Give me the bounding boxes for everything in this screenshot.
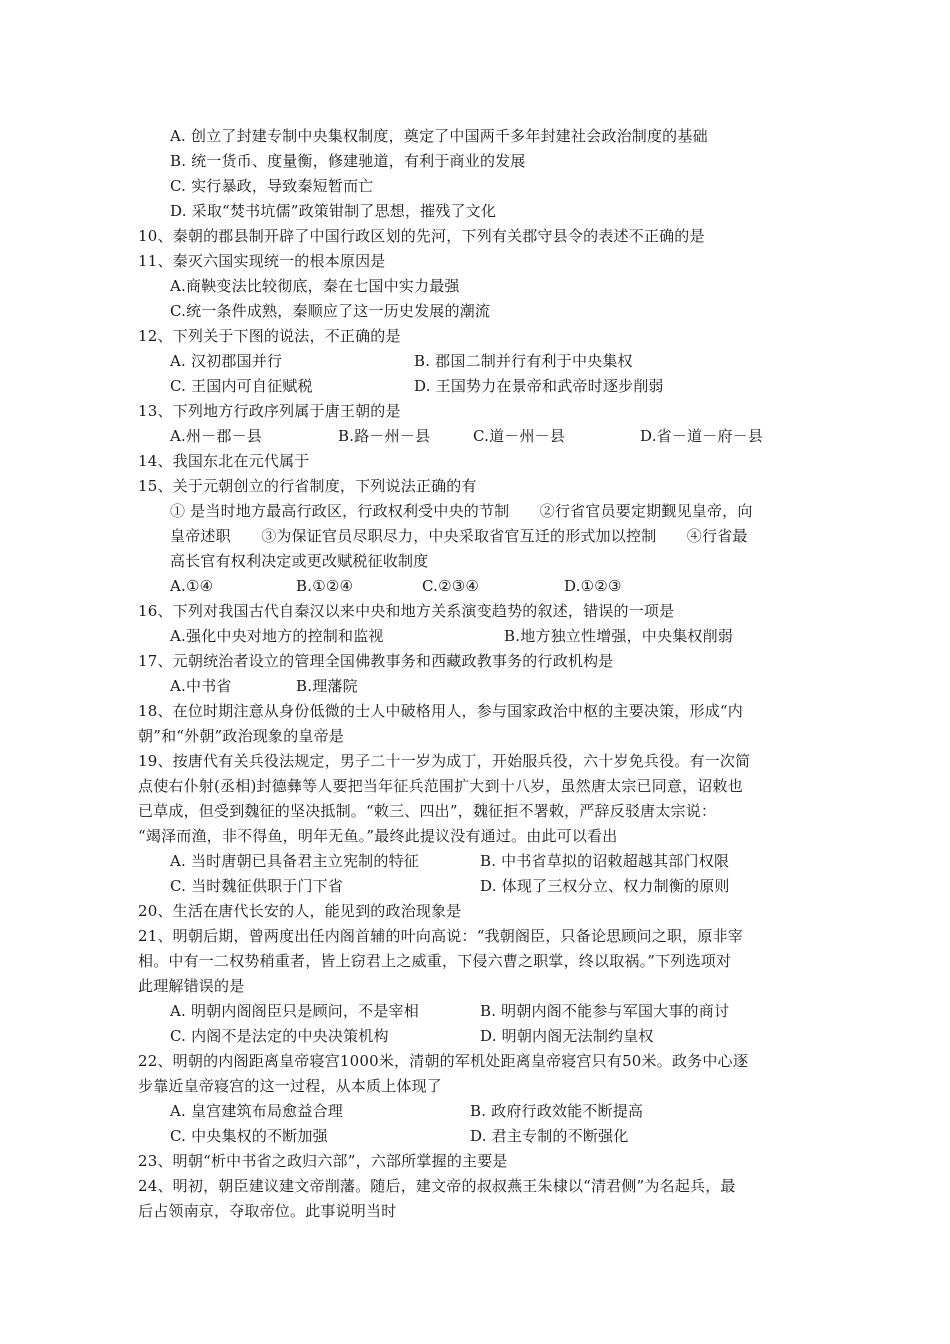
question-10: 10、秦朝的郡县制开辟了中国行政区划的先河，下列有关郡守县令的表述不正确的是 <box>138 227 705 245</box>
question-15: 15、关于元朝创立的行省制度，下列说法正确的有 <box>138 477 477 495</box>
q16-option-a: A.强化中央对地方的控制和监视 <box>170 627 384 645</box>
q15-option-c: C.②③④ <box>422 577 480 595</box>
question-21-line-1: 21、明朝后期，曾两度出任内阁首辅的叶向高说：“我朝阁臣，只备论思顾问之职，原非宰 <box>138 927 743 945</box>
question-20: 20、生活在唐代长安的人，能见到的政治现象是 <box>138 902 462 920</box>
q9-option-b: B. 统一货币、度量衡，修建驰道，有利于商业的发展 <box>170 152 526 170</box>
q13-option-a: A.州－郡－县 <box>170 427 263 445</box>
q9-option-d: D. 采取“焚书坑儒”政策钳制了思想，摧残了文化 <box>170 202 497 220</box>
q15-option-d: D.①②③ <box>564 577 622 595</box>
q16-option-b: B.地方独立性增强，中央集权削弱 <box>504 627 733 645</box>
question-22-line-1: 22、明朝的内阁距离皇帝寝宫1000米，清朝的军机处距离皇帝寝宫只有50米。政务中心逐 <box>138 1052 748 1070</box>
question-18-line-1: 18、在位时期注意从身份低微的士人中破格用人，参与国家政治中枢的主要决策，形成“内 <box>138 702 743 720</box>
q22-option-b: B. 政府行政效能不断提高 <box>470 1102 644 1120</box>
question-24-line-2: 后占领南京，夺取帝位。此事说明当时 <box>138 1202 397 1220</box>
q22-option-d: D. 君主专制的不断强化 <box>470 1127 629 1145</box>
q13-option-d: D.省－道－府－县 <box>640 427 764 445</box>
q9-option-a: A. 创立了封建专制中央集权制度，奠定了中国两千多年封建社会政治制度的基础 <box>170 127 708 145</box>
q21-option-c: C. 内阁不是法定的中央决策机构 <box>170 1027 389 1045</box>
q19-option-d: D. 体现了三权分立、权力制衡的原则 <box>480 877 730 895</box>
q21-option-b: B. 明朝内阁不能参与军国大事的商讨 <box>480 1002 730 1020</box>
question-14: 14、我国东北在元代属于 <box>138 452 310 470</box>
question-17: 17、元朝统治者设立的管理全国佛教事务和西藏政教事务的行政机构是 <box>138 652 614 670</box>
question-19-line-2: 点使右仆射(丞相)封德彝等人要把当年征兵范围扩大到十八岁，虽然唐太宗已同意，诏敕也 <box>138 777 743 795</box>
q13-option-b: B.路－州－县 <box>338 427 431 445</box>
q22-option-c: C. 中央集权的不断加强 <box>170 1127 328 1145</box>
q15-statements-line-1: ① 是当时地方最高行政区，行政权利受中央的节制 ②行省官员要定期觐见皇帝，向 <box>170 502 753 520</box>
question-19-line-1: 19、按唐代有关兵役法规定，男子二十一岁为成丁，开始服兵役，六十岁免兵役。有一次简 <box>138 752 751 770</box>
question-21-line-3: 此理解错误的是 <box>138 977 245 995</box>
q11-option-c: C.统一条件成熟，秦顺应了这一历史发展的潮流 <box>170 302 491 320</box>
q12-option-b: B. 郡国二制并行有利于中央集权 <box>414 352 633 370</box>
q17-option-b: B.理藩院 <box>296 677 358 695</box>
q15-option-b: B.①②④ <box>296 577 354 595</box>
q19-option-b: B. 中书省草拟的诏敕超越其部门权限 <box>480 852 730 870</box>
question-24-line-1: 24、明初，朝臣建议建文帝削藩。随后，建文帝的叔叔燕王朱棣以“清君侧”为名起兵，最 <box>138 1177 736 1195</box>
question-19-line-3: 已草成，但受到魏征的坚决抵制。“敕三、四出”，魏征拒不署敕，严辞反驳唐太宗说： <box>138 802 717 820</box>
question-19-line-4: “竭泽而渔，非不得鱼，明年无鱼。”最终此提议没有通过。由此可以看出 <box>138 827 618 845</box>
question-21-line-2: 相。中有一二权势稍重者，皆上窃君上之威重，下侵六曹之职掌，终以取祸。”下列选项对 <box>138 952 732 970</box>
q19-option-a: A. 当时唐朝已具备君主立宪制的特征 <box>170 852 419 870</box>
question-16: 16、下列对我国古代自秦汉以来中央和地方关系演变趋势的叙述，错误的一项是 <box>138 602 675 620</box>
question-13: 13、下列地方行政序列属于唐王朝的是 <box>138 402 401 420</box>
question-18-line-2: 朝”和“外朝”政治现象的皇帝是 <box>138 727 345 745</box>
question-22-line-2: 步靠近皇帝寝宫的这一过程，从本质上体现了 <box>138 1077 443 1095</box>
q12-option-c: C. 王国内可自征赋税 <box>170 377 313 395</box>
question-23: 23、明朝“析中书省之政归六部”，六部所掌握的主要是 <box>138 1152 508 1170</box>
q15-option-a: A.①④ <box>170 577 214 595</box>
q19-option-c: C. 当时魏征供职于门下省 <box>170 877 344 895</box>
question-12: 12、下列关于下图的说法，不正确的是 <box>138 327 401 345</box>
q12-option-a: A. 汉初郡国并行 <box>170 352 283 370</box>
q11-option-a: A.商鞅变法比较彻底，秦在七国中实力最强 <box>170 277 460 295</box>
q15-statements-line-3: 高长官有权利决定或更改赋税征收制度 <box>170 552 429 570</box>
q17-option-a: A.中书省 <box>170 677 232 695</box>
q21-option-d: D. 明朝内阁无法制约皇权 <box>480 1027 654 1045</box>
q9-option-c: C. 实行暴政，导致秦短暂而亡 <box>170 177 374 195</box>
q13-option-c: C.道－州－县 <box>473 427 566 445</box>
q21-option-a: A. 明朝内阁阁臣只是顾问，不是宰相 <box>170 1002 419 1020</box>
q22-option-a: A. 皇宫建筑布局愈益合理 <box>170 1102 343 1120</box>
q12-option-d: D. 王国势力在景帝和武帝时逐步削弱 <box>414 377 664 395</box>
question-11: 11、秦灭六国实现统一的根本原因是 <box>138 252 386 270</box>
q15-statements-line-2: 皇帝述职 ③为保证官员尽职尽力，中央采取省官互迁的形式加以控制 ④行省最 <box>170 527 748 545</box>
